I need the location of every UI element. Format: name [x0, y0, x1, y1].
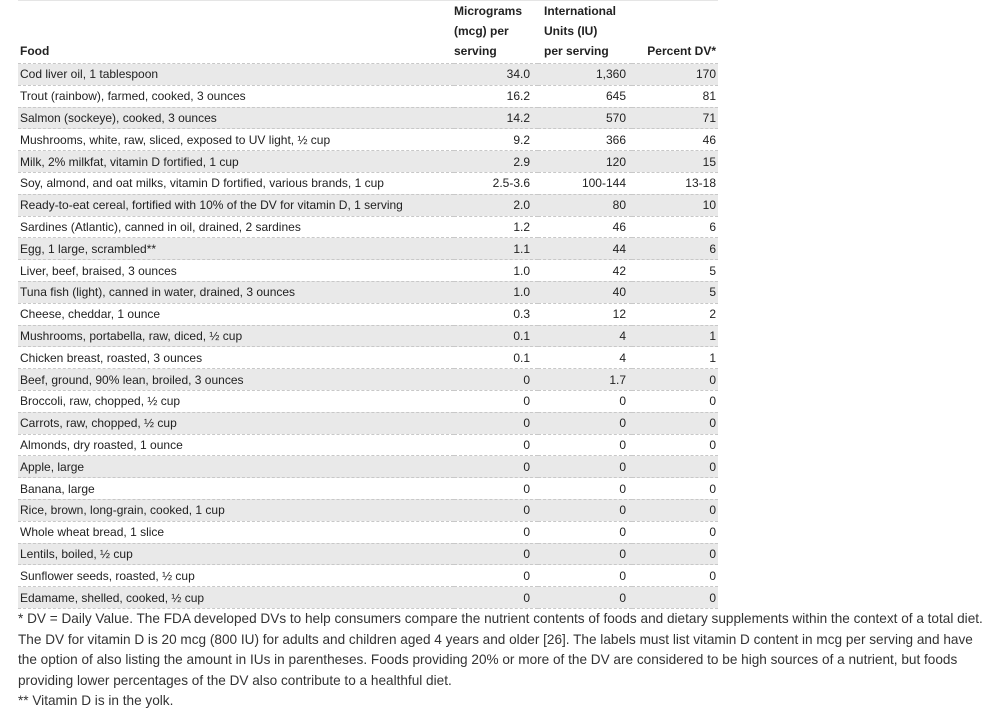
table-row [18, 390, 718, 412]
cell-mcg: 0 [454, 412, 538, 434]
cell-dv: 15 [632, 151, 718, 173]
cell-dv: 0 [632, 565, 718, 587]
cell-dv: 1 [632, 325, 718, 347]
cell-food: Soy, almond, and oat milks, vitamin D fortified, various brands, 1 cup [18, 172, 454, 194]
header-iu-line1: International [544, 4, 617, 18]
table-row [18, 521, 718, 543]
cell-mcg: 2.0 [454, 194, 538, 216]
cell-iu: 40 [538, 281, 632, 303]
cell-dv: 81 [632, 85, 718, 107]
table-row [18, 172, 718, 194]
cell-mcg: 0 [454, 434, 538, 456]
cell-mcg: 34.0 [454, 64, 538, 86]
cell-iu: 1,360 [538, 64, 632, 86]
cell-mcg: 1.1 [454, 238, 538, 260]
cell-food: Broccoli, raw, chopped, ½ cup [18, 390, 454, 412]
table-row [18, 64, 718, 86]
cell-food: Cheese, cheddar, 1 ounce [18, 303, 454, 325]
cell-dv: 46 [632, 129, 718, 151]
vitamin-d-food-table [18, 0, 718, 609]
cell-food: Beef, ground, 90% lean, broiled, 3 ounces [18, 369, 454, 391]
cell-dv: 170 [632, 64, 718, 86]
footnotes [18, 609, 988, 712]
cell-mcg: 0 [454, 587, 538, 609]
cell-mcg: 0.1 [454, 325, 538, 347]
content [18, 0, 998, 712]
cell-mcg: 0 [454, 499, 538, 521]
cell-iu: 4 [538, 325, 632, 347]
cell-food: Sardines (Atlantic), canned in oil, drained, 2 sardines [18, 216, 454, 238]
cell-mcg: 0 [454, 543, 538, 565]
table-row [18, 347, 718, 369]
header-mcg-line3: serving [454, 44, 497, 58]
cell-mcg: 2.9 [454, 151, 538, 173]
cell-food: Sunflower seeds, roasted, ½ cup [18, 565, 454, 587]
cell-dv: 6 [632, 216, 718, 238]
cell-food: Carrots, raw, chopped, ½ cup [18, 412, 454, 434]
cell-food: Chicken breast, roasted, 3 ounces [18, 347, 454, 369]
table-row [18, 107, 718, 129]
cell-food: Whole wheat bread, 1 slice [18, 521, 454, 543]
table-row [18, 85, 718, 107]
table-row [18, 216, 718, 238]
cell-mcg: 1.0 [454, 260, 538, 282]
cell-food: Salmon (sockeye), cooked, 3 ounces [18, 107, 454, 129]
cell-mcg: 0 [454, 390, 538, 412]
cell-food: Liver, beef, braised, 3 ounces [18, 260, 454, 282]
cell-iu: 42 [538, 260, 632, 282]
table-row [18, 151, 718, 173]
header-food: Food [20, 44, 50, 58]
footnote-yolk: ** Vitamin D is in the yolk. [18, 693, 174, 709]
cell-iu: 100-144 [538, 172, 632, 194]
cell-iu: 366 [538, 129, 632, 151]
header-iu-line3: per serving [544, 44, 609, 58]
table-row [18, 456, 718, 478]
cell-dv: 71 [632, 107, 718, 129]
header-iu [538, 1, 632, 64]
cell-mcg: 2.5-3.6 [454, 172, 538, 194]
cell-food: Tuna fish (light), canned in water, drained, 3 ounces [18, 281, 454, 303]
cell-food: Banana, large [18, 478, 454, 500]
cell-food: Rice, brown, long-grain, cooked, 1 cup [18, 499, 454, 521]
cell-iu: 1.7 [538, 369, 632, 391]
cell-iu: 44 [538, 238, 632, 260]
cell-food: Trout (rainbow), farmed, cooked, 3 ounces [18, 85, 454, 107]
cell-dv: 0 [632, 369, 718, 391]
cell-mcg: 16.2 [454, 85, 538, 107]
table-body [18, 64, 718, 609]
cell-iu: 0 [538, 543, 632, 565]
cell-food: Edamame, shelled, cooked, ½ cup [18, 587, 454, 609]
cell-dv: 0 [632, 521, 718, 543]
table-row [18, 303, 718, 325]
table-row [18, 543, 718, 565]
table-header [18, 1, 718, 64]
cell-dv: 6 [632, 238, 718, 260]
cell-dv: 0 [632, 456, 718, 478]
cell-iu: 0 [538, 412, 632, 434]
cell-food: Lentils, boiled, ½ cup [18, 543, 454, 565]
cell-dv: 1 [632, 347, 718, 369]
cell-dv: 0 [632, 587, 718, 609]
cell-food: Ready-to-eat cereal, fortified with 10% of the DV for vitamin D, 1 serving [18, 194, 454, 216]
cell-iu: 0 [538, 565, 632, 587]
cell-dv: 0 [632, 499, 718, 521]
cell-iu: 0 [538, 456, 632, 478]
cell-iu: 570 [538, 107, 632, 129]
cell-mcg: 0 [454, 369, 538, 391]
cell-food: Milk, 2% milkfat, vitamin D fortified, 1 cup [18, 151, 454, 173]
table-row [18, 499, 718, 521]
cell-mcg: 0 [454, 521, 538, 543]
table-row [18, 281, 718, 303]
table-row [18, 238, 718, 260]
cell-iu: 0 [538, 434, 632, 456]
header-mcg-line2: (mcg) per [454, 24, 509, 38]
cell-iu: 0 [538, 587, 632, 609]
table-row [18, 369, 718, 391]
cell-food: Mushrooms, white, raw, sliced, exposed to UV light, ½ cup [18, 129, 454, 151]
cell-mcg: 0 [454, 456, 538, 478]
table-row [18, 129, 718, 151]
cell-iu: 80 [538, 194, 632, 216]
header-iu-line2: Units (IU) [544, 24, 598, 38]
table-row [18, 434, 718, 456]
cell-iu: 0 [538, 390, 632, 412]
cell-dv: 0 [632, 478, 718, 500]
table-row [18, 260, 718, 282]
footnote-dv: * DV = Daily Value. The FDA developed DVs to help consumers compare the nutrient contents of foods and dietary supplements within the context of a total diet. The DV for vitamin D is 20 mcg (800 IU) for adults and children aged 4 years and older [26]. The labels must list vitamin D content in mcg per serving and have the option of also listing the amount in IUs in parentheses. Foods providing 20% or more of the DV are considered to be high sources of a nutrient, but foods providing lower percentages of the DV also contribute to a healthful diet. [18, 610, 983, 688]
header-mcg-line1: Micrograms [454, 4, 523, 18]
cell-dv: 0 [632, 390, 718, 412]
cell-dv: 0 [632, 543, 718, 565]
header-mcg [454, 1, 538, 64]
cell-mcg: 14.2 [454, 107, 538, 129]
cell-dv: 0 [632, 434, 718, 456]
cell-iu: 645 [538, 85, 632, 107]
cell-food: Apple, large [18, 456, 454, 478]
cell-dv: 5 [632, 260, 718, 282]
cell-mcg: 0 [454, 478, 538, 500]
cell-iu: 0 [538, 478, 632, 500]
header-row [18, 1, 718, 64]
cell-mcg: 0.1 [454, 347, 538, 369]
header-dv: Percent DV* [647, 44, 716, 58]
cell-iu: 120 [538, 151, 632, 173]
table-row [18, 325, 718, 347]
cell-mcg: 1.0 [454, 281, 538, 303]
cell-food: Almonds, dry roasted, 1 ounce [18, 434, 454, 456]
cell-dv: 13-18 [632, 172, 718, 194]
cell-mcg: 0.3 [454, 303, 538, 325]
cell-iu: 46 [538, 216, 632, 238]
cell-dv: 2 [632, 303, 718, 325]
cell-mcg: 9.2 [454, 129, 538, 151]
cell-dv: 5 [632, 281, 718, 303]
cell-iu: 0 [538, 499, 632, 521]
cell-food: Mushrooms, portabella, raw, diced, ½ cup [18, 325, 454, 347]
table-row [18, 565, 718, 587]
cell-mcg: 0 [454, 565, 538, 587]
cell-iu: 12 [538, 303, 632, 325]
cell-food: Cod liver oil, 1 tablespoon [18, 64, 454, 86]
cell-dv: 0 [632, 412, 718, 434]
table-row [18, 478, 718, 500]
cell-mcg: 1.2 [454, 216, 538, 238]
cell-iu: 0 [538, 521, 632, 543]
cell-food: Egg, 1 large, scrambled** [18, 238, 454, 260]
table-row [18, 412, 718, 434]
cell-dv: 10 [632, 194, 718, 216]
table-row [18, 194, 718, 216]
table-row [18, 587, 718, 609]
cell-iu: 4 [538, 347, 632, 369]
